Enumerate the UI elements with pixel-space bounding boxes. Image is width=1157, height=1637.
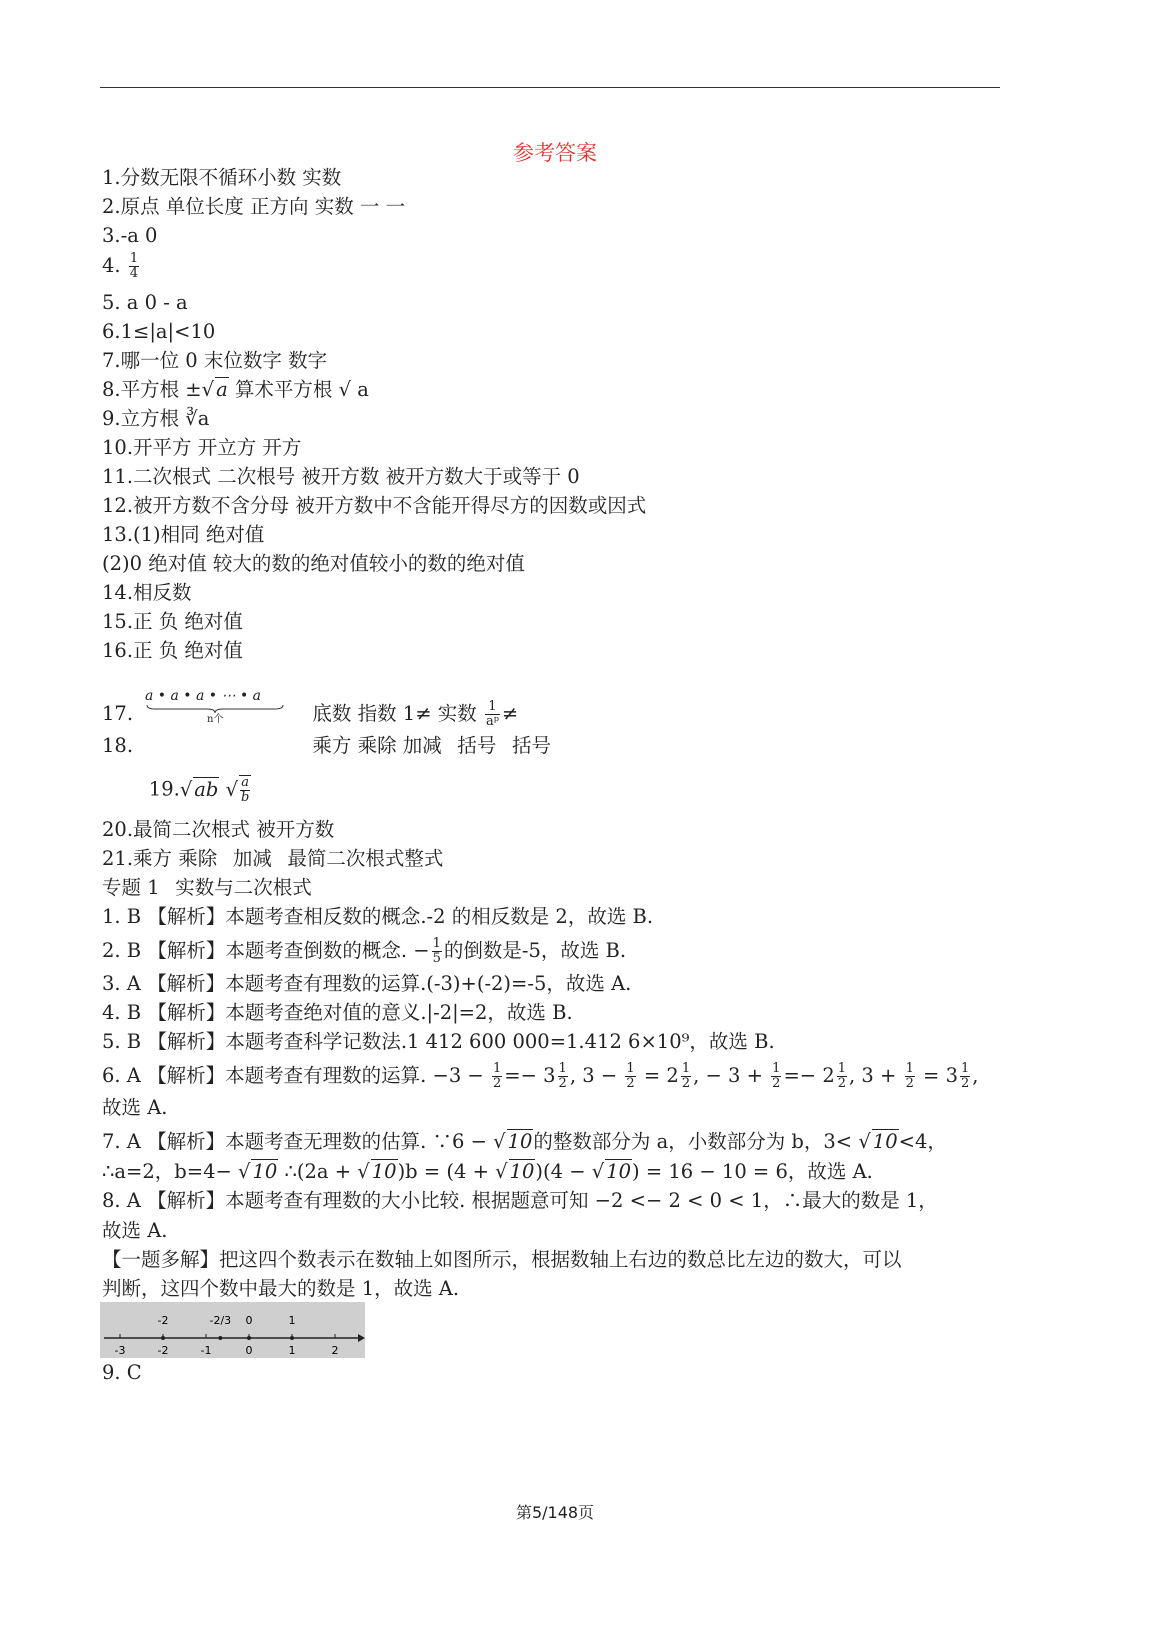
- answer-line: [102, 904, 653, 930]
- fraction: $\frac{1}{2}$: [492, 1061, 502, 1091]
- answer-line: [102, 1276, 459, 1302]
- text-segment: 15.正 负 绝对值: [102, 610, 243, 633]
- text-segment: , 3 +: [849, 1064, 903, 1087]
- text-segment: =− 3: [504, 1064, 556, 1087]
- answer-line: [102, 775, 253, 805]
- answer-line: [102, 522, 264, 548]
- spacer: [102, 795, 149, 796]
- text-segment: 故选 A.: [102, 1096, 168, 1119]
- fraction: $\frac{1}{5}$: [432, 936, 441, 966]
- text-segment: 9. C: [102, 1361, 142, 1384]
- text-segment: = 3: [916, 1064, 959, 1087]
- number-line-figure: [100, 1302, 365, 1358]
- fraction: $\frac{1}{\text{aᵖ}}$: [485, 699, 499, 729]
- text-segment: ≠: [501, 702, 519, 725]
- sqrt-fraction: √ $\frac{a}{b}$: [225, 775, 250, 805]
- text-segment: 括号: [457, 734, 497, 757]
- spacer: [496, 751, 512, 752]
- answer-line: [102, 846, 443, 872]
- sqrt-expression: √ a: [201, 378, 228, 401]
- text-segment: <4，: [898, 1130, 947, 1153]
- text-segment: 4.: [102, 254, 127, 277]
- answer-line: [102, 971, 631, 997]
- text-segment: ,: [972, 1064, 979, 1087]
- text-segment: 16.正 负 绝对值: [102, 639, 243, 662]
- text-segment: 8.平方根 ±: [102, 378, 202, 401]
- spacer: [133, 751, 312, 752]
- text-segment: 3. A 【解析】本题考查有理数的运算.(-3)+(-2)=-5，故选 A.: [102, 972, 632, 995]
- tick-label: -2: [157, 1344, 169, 1357]
- underbrace-expression: [145, 688, 285, 725]
- sqrt-expression: √ 10: [591, 1160, 632, 1183]
- text-segment: 2.原点 单位长度 正方向 实数 一 一: [102, 195, 406, 218]
- text-segment: 5. B 【解析】本题考查科学记数法.1 412 600 000=1.412 6×10⁹，故选 B.: [102, 1030, 775, 1053]
- spacer: [217, 864, 233, 865]
- text-segment: 2. B 【解析】本题考查倒数的概念. −: [102, 939, 430, 962]
- point-label: 1: [288, 1314, 296, 1327]
- fraction: $\frac{1}{4}$: [129, 251, 139, 281]
- answer-line: [102, 464, 580, 490]
- text-segment: 18.: [102, 734, 134, 757]
- text-segment: 17.: [102, 702, 134, 725]
- sqrt-expression: √ 10: [493, 1130, 533, 1153]
- answer-line: [102, 319, 215, 345]
- text-segment: , 3 −: [569, 1064, 624, 1087]
- answer-line: [102, 1029, 775, 1055]
- answer-line: [102, 1129, 947, 1155]
- text-segment: 6. A 【解析】本题考查有理数的运算. −3 −: [102, 1064, 490, 1087]
- text-segment: 实数与二次根式: [175, 876, 312, 899]
- text-segment: 7. A 【解析】本题考查无理数的估算. ∵6 −: [102, 1130, 494, 1153]
- sqrt-expression: √ 10: [495, 1160, 535, 1183]
- spacer: [160, 893, 176, 894]
- spacer: [442, 751, 458, 752]
- spacer: [272, 864, 288, 865]
- answer-line: [102, 638, 243, 664]
- text-segment: 的整数部分为 a，小数部分为 b，3<: [533, 1130, 859, 1153]
- answer-line: [102, 1062, 979, 1091]
- fraction: $\frac{1}{2}$: [558, 1061, 567, 1091]
- header-rule: [100, 87, 1000, 88]
- text-segment: 4. B 【解析】本题考查绝对值的意义.|-2|=2，故选 B.: [102, 1001, 573, 1024]
- point-label: -2/3: [209, 1314, 232, 1327]
- tick-label: -1: [200, 1344, 212, 1357]
- tick-label: 2: [331, 1344, 339, 1357]
- answer-line: [102, 435, 301, 461]
- answer-line: [102, 194, 405, 220]
- text-segment: 算术平方根 √ a: [228, 378, 369, 401]
- text-segment: 21.乘方 乘除: [102, 847, 218, 870]
- answer-line: [102, 551, 525, 577]
- text-segment: 10.开平方 开立方 开方: [102, 436, 302, 459]
- text-segment: 的倒数是-5，故选 B.: [443, 939, 627, 962]
- text-segment: 1.分数无限不循环小数 实数: [102, 166, 342, 189]
- point-marker: [290, 1336, 294, 1340]
- answer-line: [102, 290, 188, 316]
- sqrt-expression: √ 10: [238, 1160, 278, 1183]
- text-segment: 19.: [148, 777, 180, 801]
- text-segment: 最简二次根式整式: [287, 847, 444, 870]
- text-segment: 20.最简二次根式 被开方数: [102, 818, 335, 841]
- text-segment: 判断，这四个数中最大的数是 1，故选 A.: [102, 1277, 460, 1300]
- text-segment: 底数 指数 1≠ 实数: [312, 702, 483, 725]
- text-segment: ∴a=2，b=4−: [102, 1160, 239, 1183]
- tick-label: -3: [114, 1344, 126, 1357]
- fraction: $\frac{1}{2}$: [681, 1061, 691, 1091]
- brace-expression: a • a • a • ⋯ • a: [145, 688, 262, 704]
- page-number: 第5/148页: [515, 1503, 595, 1522]
- text-segment: 【一题多解】把这四个数表示在数轴上如图所示，根据数轴上右边的数总比左边的数大，可以: [102, 1248, 902, 1271]
- answer-line: [102, 252, 141, 281]
- underbrace-icon: [145, 704, 285, 714]
- text-segment: 故选 A.: [102, 1219, 168, 1242]
- text-segment: 9.立方根 ∛a: [102, 407, 210, 430]
- answer-line: [102, 1360, 142, 1386]
- answer-line: [102, 937, 626, 966]
- text-segment: 8. A 【解析】本题考查有理数的大小比较. 根据题意可知 −2 <− 2 < 0 < 1，∴最大的数是 1，: [102, 1189, 938, 1212]
- fraction: $\frac{1}{2}$: [626, 1061, 635, 1091]
- answer-line: [102, 493, 646, 519]
- point-label: 0: [245, 1314, 253, 1327]
- tick-label: 1: [288, 1344, 296, 1357]
- point-marker: [161, 1336, 165, 1340]
- text-segment: [219, 778, 225, 801]
- point-marker: [218, 1336, 222, 1340]
- text-segment: 13.(1)相同 绝对值: [102, 523, 265, 546]
- text-segment: 乘方 乘除 加减: [312, 734, 442, 757]
- text-segment: )b = (4 +: [397, 1160, 496, 1183]
- text-segment: )(4 −: [535, 1160, 592, 1183]
- answer-line: [102, 609, 243, 635]
- text-segment: 11.二次根式 二次根号 被开方数 被开方数大于或等于 0: [102, 465, 580, 488]
- answer-line: [102, 817, 334, 843]
- sqrt-expression: √ ab: [179, 777, 219, 801]
- answer-line: [102, 580, 192, 606]
- text-segment: =− 2: [783, 1064, 835, 1087]
- sqrt-expression: √ 10: [858, 1130, 898, 1153]
- answer-line: [102, 1095, 167, 1121]
- text-segment: 12.被开方数不含分母 被开方数中不含能开得尽方的因数或因式: [102, 494, 647, 517]
- brace-label: n个: [207, 714, 224, 725]
- text-segment: 括号: [512, 734, 552, 757]
- answer-line: [102, 377, 369, 403]
- fraction: $\frac{1}{2}$: [837, 1061, 847, 1091]
- text-segment: 3.-a 0: [102, 224, 158, 247]
- text-segment: ) = 16 − 10 = 6，故选 A.: [632, 1160, 873, 1183]
- text-segment: 7.哪一位 0 末位数字 数字: [102, 349, 328, 372]
- fraction: $\frac{1}{2}$: [961, 1061, 970, 1091]
- text-segment: 6.1≤|a|<10: [102, 320, 216, 343]
- answer-line: [102, 165, 341, 191]
- text-segment: 1. B 【解析】本题考查相反数的概念.-2 的相反数是 2，故选 B.: [102, 905, 654, 928]
- answer-line: [102, 1218, 167, 1244]
- text-segment: 加减: [232, 847, 272, 870]
- sqrt-expression: √ 10: [357, 1160, 397, 1183]
- text-segment: ∴(2a +: [278, 1160, 358, 1183]
- answer-line: [102, 1000, 573, 1026]
- text-segment: 14.相反数: [102, 581, 192, 604]
- tick-label: 0: [245, 1344, 253, 1357]
- page-title: 参考答案: [513, 141, 597, 165]
- answer-line: [102, 406, 209, 432]
- answer-line: [102, 1159, 873, 1185]
- point-label: -2: [157, 1314, 169, 1327]
- answer-line: [102, 1188, 938, 1214]
- answer-line: [102, 733, 551, 759]
- text-segment: , − 3 +: [693, 1064, 770, 1087]
- text-segment: 专题 1: [102, 876, 160, 899]
- answer-line: [102, 348, 327, 374]
- text-segment: = 2: [637, 1064, 679, 1087]
- answer-line: [102, 223, 157, 249]
- answer-line: [102, 1247, 902, 1273]
- fraction: $\frac{1}{2}$: [905, 1061, 914, 1091]
- answer-line: [102, 875, 312, 901]
- text-segment: (2)0 绝对值 较大的数的绝对值较小的数的绝对值: [102, 552, 525, 575]
- text-segment: 5. a 0 - a: [102, 291, 188, 314]
- point-marker: [247, 1336, 251, 1340]
- fraction: $\frac{1}{2}$: [772, 1061, 781, 1091]
